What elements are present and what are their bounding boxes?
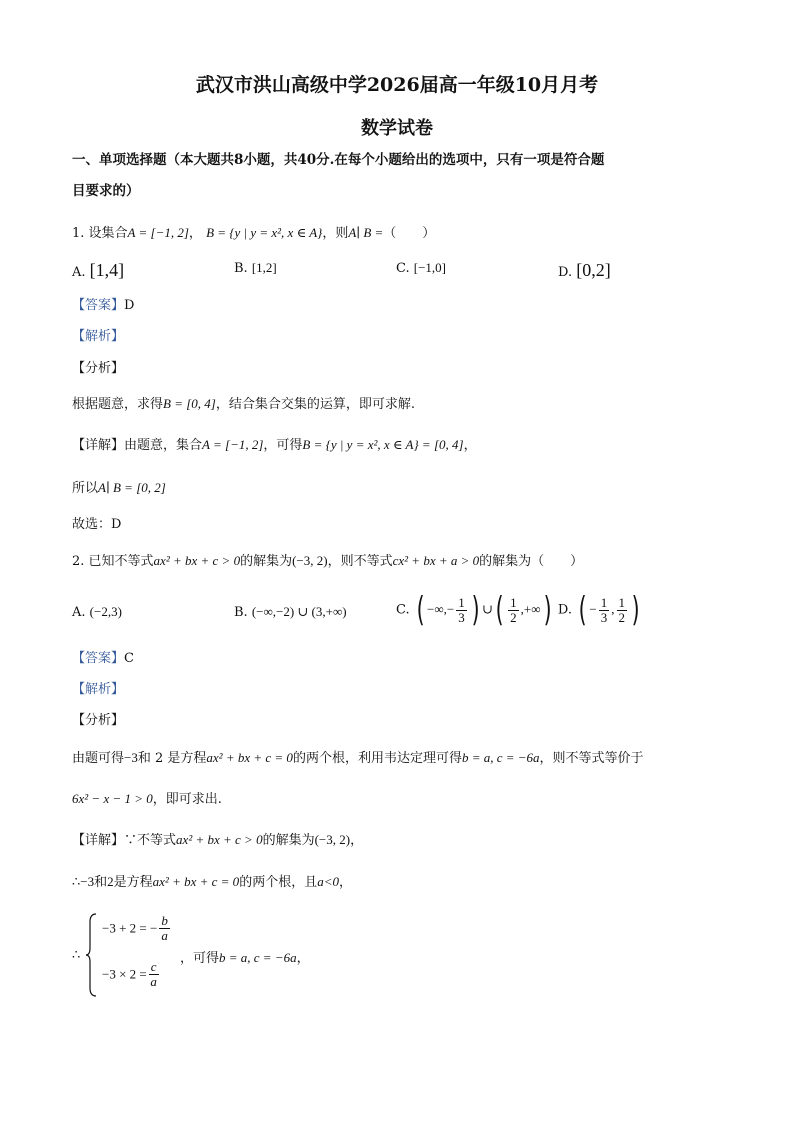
q2-fenxi-tag: 【分析】 <box>72 713 125 728</box>
because-symbol: ∵ <box>124 833 138 848</box>
text: 的解集为（ ） <box>479 554 584 569</box>
q1-set-b: B = {y | y = x², x ∈ A} <box>206 225 323 240</box>
left-brace <box>86 912 98 998</box>
option-label: D. <box>558 265 573 280</box>
option-label: C. <box>396 602 410 618</box>
q2-detail-line1: 【详解】∵不等式ax² + bx + c > 0的解集为(−3, 2)， <box>72 832 364 848</box>
option-label: B. <box>234 261 248 276</box>
option-label: A. <box>72 605 86 620</box>
q1-answer <box>72 298 134 314</box>
option-value: (−∞,−2) ∪ (3,+∞) <box>251 604 347 619</box>
answer-tag: 【答案】 <box>72 651 125 666</box>
option-value: [1,2] <box>251 260 277 275</box>
q2-number: 2. 已知不等式 <box>72 554 154 569</box>
answer-value: D <box>124 298 135 313</box>
q1-blank: （ ） <box>383 226 436 241</box>
text: ，则不等式 <box>327 554 393 569</box>
question-1 <box>72 225 435 242</box>
detail-tag: 【详解】 <box>72 438 125 453</box>
therefore-symbol: ∴ <box>72 948 81 963</box>
option-value: [1,4] <box>89 260 125 280</box>
q2-detail-line2: ∴−3和2是方程ax² + bx + c = 0的两个根，且a<0， <box>72 874 352 890</box>
math: B = {y | y = x², x ∈ A} = [0, 4] <box>302 437 464 452</box>
union-symbol: ∪ <box>481 601 493 617</box>
q2-analysis-line2: 6x² − x − 1 > 0，即可求出. <box>72 791 222 807</box>
therefore-symbol: ∴ <box>72 875 81 890</box>
math: (−3, 2) <box>292 553 328 568</box>
equation-2: −3 × 2 = $\frac{c}{a}$ <box>102 959 157 989</box>
answer-tag: 【答案】 <box>72 298 125 313</box>
q1-analysis <box>72 396 415 413</box>
q2-equation-system <box>72 912 472 1002</box>
text: ，可得 <box>263 438 303 453</box>
section-heading-line1: 一、单项选择题（本大题共8小题，共40分.在每个小题给出的选项中，只有一项是符合题 <box>72 152 605 168</box>
math: A∣ B = [0, 2] <box>98 480 166 495</box>
fraction: $\frac{1}{2}$ <box>618 594 626 625</box>
text: 所以 <box>72 481 99 496</box>
q1-ask: ，则 <box>322 226 349 241</box>
math: B = [0, 4] <box>163 396 216 411</box>
page-title: 武汉市洪山高级中学2026届高一年级10月月考 <box>195 74 599 96</box>
q1-option-b <box>234 260 277 276</box>
fraction: $\frac{1}{3}$ <box>600 594 608 625</box>
option-value: [0,2] <box>576 260 611 280</box>
math: A = [−1, 2] <box>202 437 264 452</box>
option-label: B. <box>234 605 248 620</box>
q2-option-c: C. ( −∞,− $\frac{1}{3}$ ) ∪( $\frac{1}{2}$ ,+∞) D. ( − $\frac{1}{3}$ , $\frac{1}{2}$ ) <box>396 590 640 630</box>
equation-1: −3 + 2 = − $\frac{b}{a}$ <box>102 913 168 943</box>
q2-option-a <box>72 604 122 620</box>
math: ax² + bx + c > 0 <box>153 553 241 568</box>
q1-number: 1. 设集合 <box>72 226 128 241</box>
q2-answer <box>72 651 134 667</box>
q2-jiexi-tag: 【解析】 <box>72 682 125 697</box>
fraction: $\frac{1}{3}$ <box>458 594 465 625</box>
q1-option-c <box>396 260 446 276</box>
option-label: A. <box>72 265 86 280</box>
q2-option-b <box>234 604 347 620</box>
text: ， <box>463 438 477 453</box>
option-value: [−1,0] <box>413 260 447 275</box>
option-value: − <box>589 601 597 617</box>
option-value: ,+∞ <box>520 601 541 617</box>
section-heading-line2: 目要求的） <box>72 183 140 199</box>
option-value: −∞,− <box>427 601 455 617</box>
q1-fenxi-tag: 【分析】 <box>72 361 125 376</box>
q2-analysis-line1: 由题可得−3和 2 是方程ax² + bx + c = 0的两个根，利用韦达定理可得b = a, c = −6a，则不等式等价于 <box>72 750 644 766</box>
page-subtitle: 数学试卷 <box>361 118 433 139</box>
q1-jiexi-tag: 【解析】 <box>72 329 125 344</box>
q1-set-a: A = [−1, 2] <box>127 225 189 240</box>
q1-conclusion <box>72 480 166 497</box>
q1-option-a <box>72 260 124 281</box>
q1-expr: A∣ B = <box>348 225 384 240</box>
option-label: C. <box>396 261 410 276</box>
q1-detail <box>72 437 477 454</box>
q1-sep: ， <box>188 226 202 241</box>
q1-option-d <box>558 260 611 281</box>
text: ，结合集合交集的运算，即可求解. <box>215 397 415 412</box>
question-2 <box>72 553 583 570</box>
math: cx² + bx + a > 0 <box>392 553 480 568</box>
option-value: (−2,3) <box>89 604 122 619</box>
equation-result: ，可得b = a, c = −6a， <box>180 950 310 966</box>
q1-choose: 故选：D <box>72 517 122 532</box>
answer-value: C <box>124 651 134 666</box>
text: 由题意，集合 <box>124 438 203 453</box>
option-label: D. <box>557 602 573 618</box>
text: 的解集为 <box>240 554 293 569</box>
fraction: $\frac{1}{2}$ <box>510 594 517 625</box>
text: 根据题意，求得 <box>72 397 164 412</box>
